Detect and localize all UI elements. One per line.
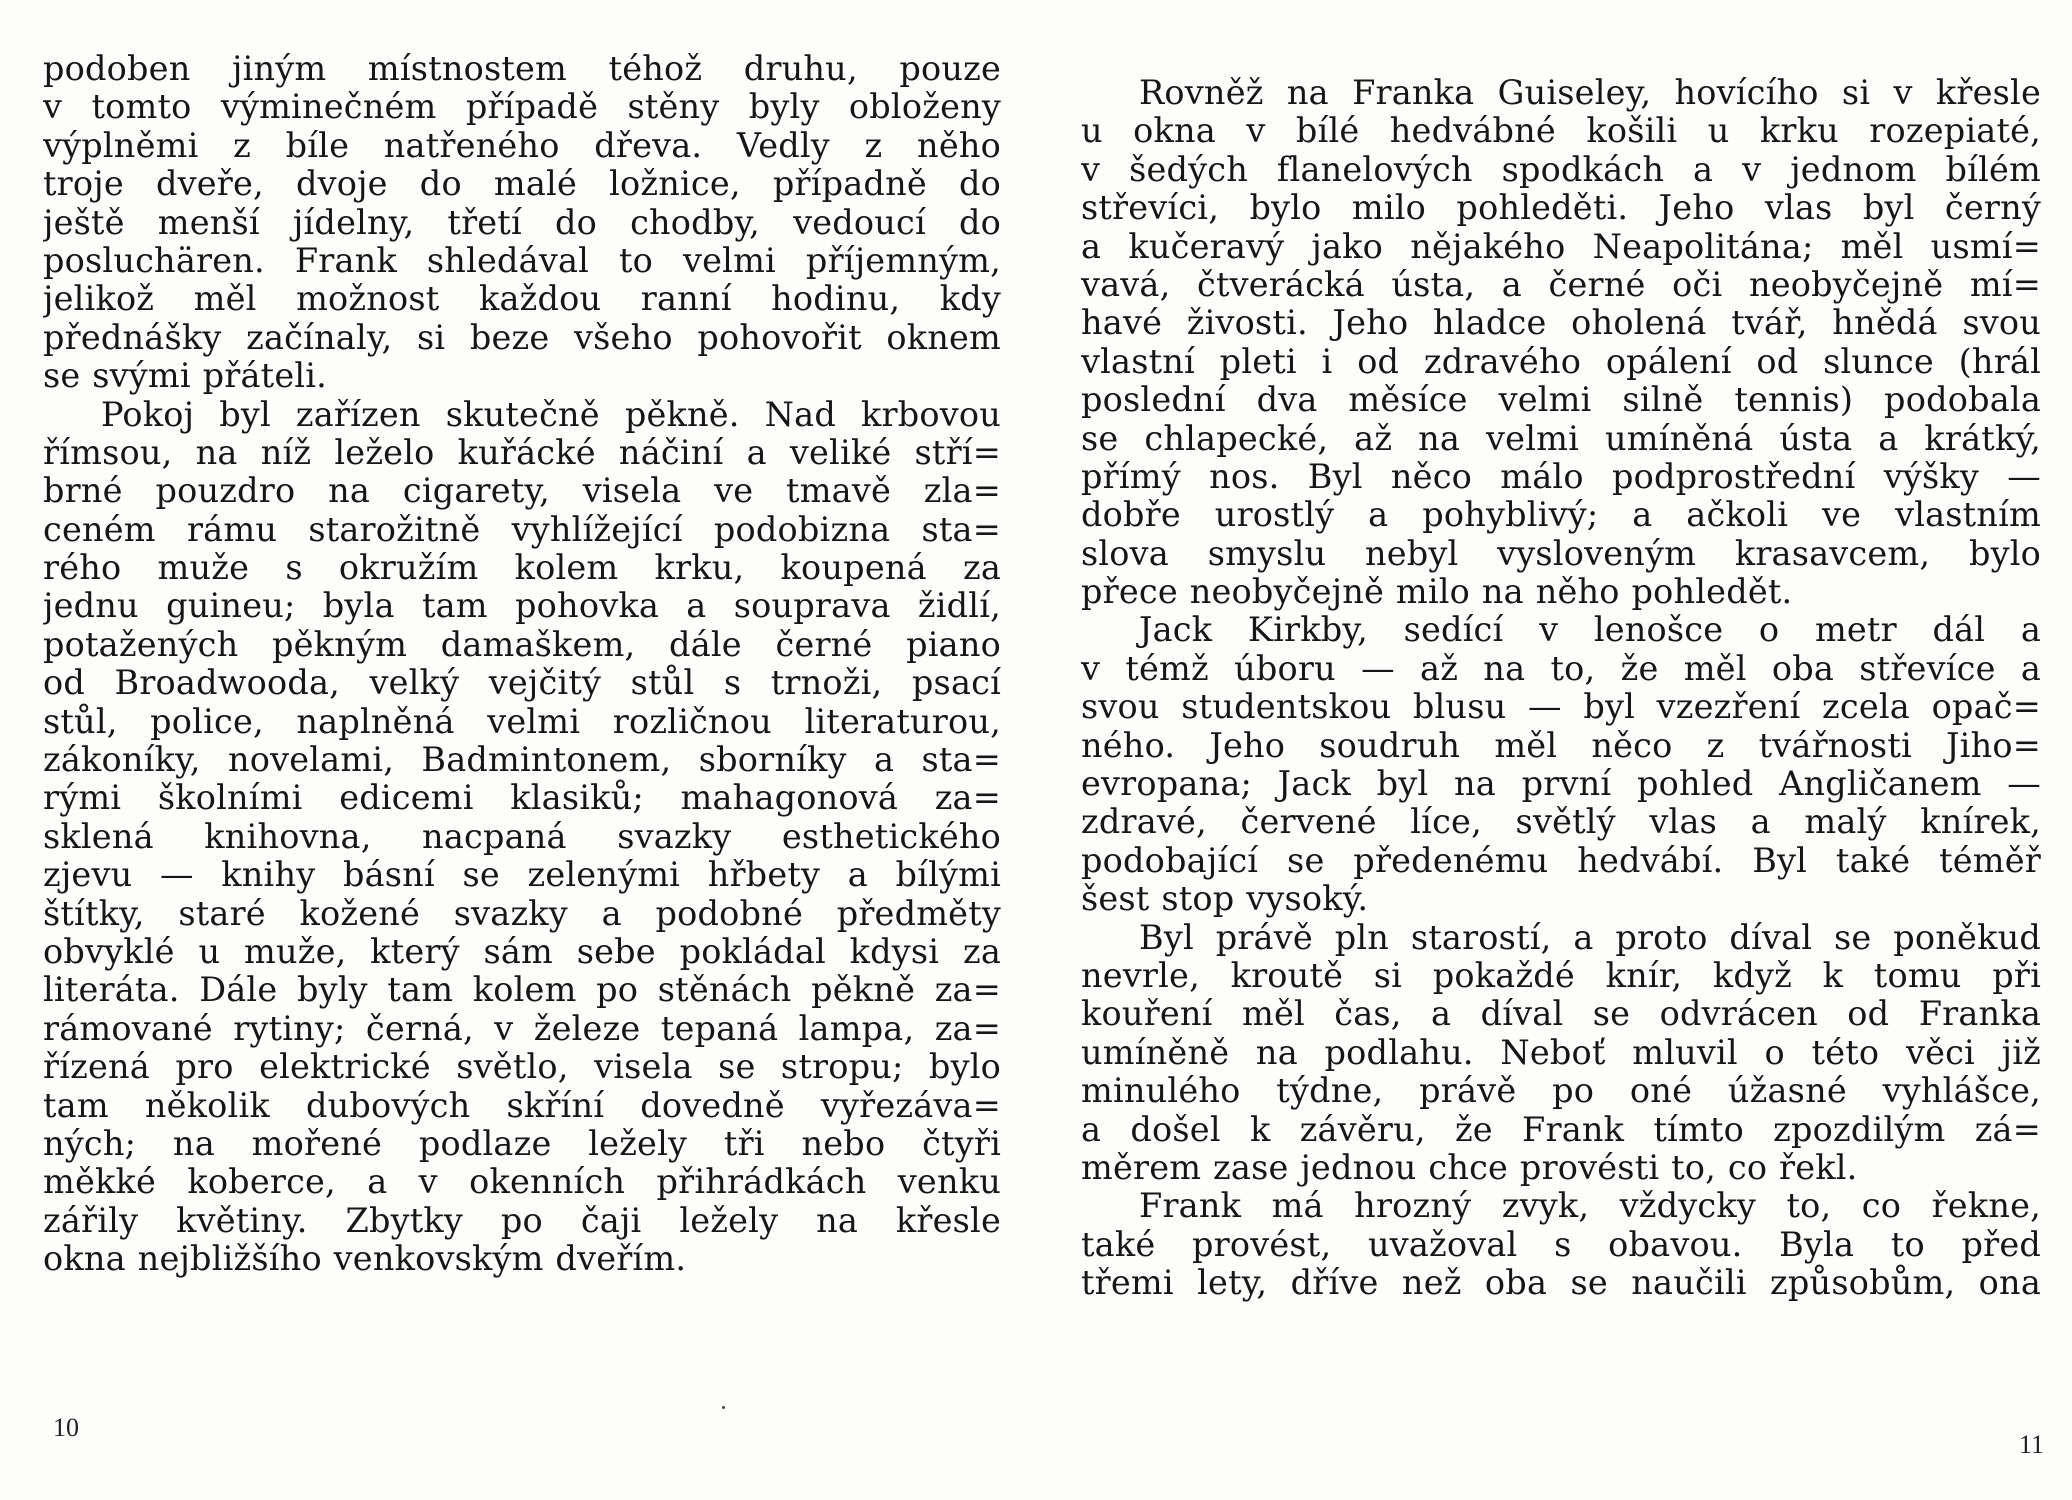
text-line: podoben jiným místnostem téhož druhu, pouze <box>43 50 1001 88</box>
text-line: měrem zase jednou chce provésti to, co řekl. <box>1081 1148 1858 1187</box>
text-line: zářily květiny. Zbytky po čaji ležely na křesle <box>43 1201 1001 1240</box>
text-line: přece neobyčejně milo na něho pohledět. <box>1081 573 1793 612</box>
text-line: zákoníky, novelami, Badmintonem, sborníky a sta= <box>43 741 1001 780</box>
text-line: havé živosti. Jeho hladce oholená tvář, hnědá svou <box>1081 304 2041 343</box>
text-line: v tomto výminečném případě stěny byly obloženy <box>43 88 1001 127</box>
text-line: třemi lety, dříve než oba se naučili způsobům, ona <box>1081 1264 2041 1303</box>
text-line: zjevu — knihy básní se zelenými hřbety a bílými <box>43 856 1001 895</box>
text-line: štítky, staré kožené svazky a podobné předměty <box>43 894 1001 933</box>
text-line: ještě menší jídelny, třetí do chodby, vedoucí do <box>43 203 1001 242</box>
text-line: od Broadwooda, velký vejčitý stůl s trnoži, psací <box>43 664 1001 703</box>
text-line: a kučeravý jako nějakého Neapolitána; měl usmí= <box>1081 227 2041 266</box>
text-line: slova smyslu nebyl vysloveným krasavcem, bylo <box>1081 534 2041 573</box>
text-line: v témž úboru — až na to, že měl oba střevíce a <box>1081 649 2041 688</box>
left-page-number: 10 <box>53 1413 79 1442</box>
text-line: Frank má hrozný zvyk, vždycky to, co řekne, <box>1139 1187 2041 1226</box>
text-line: nevrle, kroutě si pokaždé knír, když k tomu při <box>1081 956 2041 995</box>
text-line: ceném rámu starožitně vyhlížející podobizna sta= <box>43 510 1001 549</box>
text-line: ných; na mořené podlaze ležely tři nebo čtyři <box>43 1124 1001 1163</box>
text-line: rými školními edicemi klasiků; mahagonová za= <box>43 779 1001 818</box>
text-line: v šedých flanelových spodkách a v jednom bílém <box>1081 150 2041 189</box>
text-line: šest stop vysoký. <box>1081 880 1369 919</box>
text-line: potažených pěkným damaškem, dále černé piano <box>43 625 1001 664</box>
text-line: a došel k závěru, že Frank tímto zpozdilým zá= <box>1081 1110 2041 1149</box>
text-line: střevíci, bylo milo pohleděti. Jeho vlas byl černý <box>1081 189 2041 228</box>
left-page-text <box>43 50 1001 1279</box>
text-line: řízená pro elektrické světlo, visela se stropu; bylo <box>43 1048 1001 1087</box>
text-line: jednu guineu; byla tam pohovka a souprava židlí, <box>43 587 1001 626</box>
text-line: Rovněž na Franka Guiseley, hovícího si v křesle <box>1139 74 2041 112</box>
print-speck <box>722 1406 725 1409</box>
right-page-text <box>1081 74 2041 1303</box>
text-line: zdravé, červené líce, světlý vlas a malý knírek, <box>1081 803 2041 842</box>
text-line: umíněně na podlahu. Neboť mluvil o této věci již <box>1081 1033 2041 1072</box>
text-line: literáta. Dále byly tam kolem po stěnách pěkně za= <box>43 971 1001 1010</box>
right-page-number: 11 <box>2019 1430 2045 1459</box>
text-line: vlastní pleti i od zdravého opálení od slunce (hrál <box>1081 342 2041 381</box>
text-line: přímý nos. Byl něco málo podprostřední výšky — <box>1081 457 2041 496</box>
text-line: přednášky začínaly, si beze všeho pohovořit oknem <box>43 318 1001 357</box>
text-line: jelikož měl možnost každou ranní hodinu, kdy <box>43 280 1001 319</box>
text-line: evropana; Jack byl na první pohled Angličanem — <box>1081 765 2041 804</box>
text-line: Pokoj byl zařízen skutečně pěkně. Nad krbovou <box>101 395 1001 434</box>
text-line: sklená knihovna, nacpaná svazky esthetického <box>43 817 1001 856</box>
text-line: výplněmi z bíle natřeného dřeva. Vedly z něho <box>43 126 1001 165</box>
text-line: tam několik dubových skříní dovedně vyřezáva= <box>43 1086 1001 1125</box>
text-line: minulého týdne, právě po oné úžasné vyhlášce, <box>1081 1072 2041 1111</box>
text-line: také provést, uvažoval s obavou. Byla to před <box>1081 1225 2041 1264</box>
text-line: římsou, na níž leželo kuřácké náčiní a veliké stří= <box>43 433 1001 472</box>
text-line: kouření měl čas, a díval se odvrácen od Franka <box>1081 995 2041 1034</box>
text-line: se chlapecké, až na velmi umíněná ústa a krátký, <box>1081 419 2041 458</box>
text-line: rámované rytiny; černá, v železe tepaná lampa, za= <box>43 1009 1001 1048</box>
text-line: vavá, čtverácká ústa, a černé oči neobyčejně mí= <box>1081 265 2041 304</box>
text-line: troje dveře, dvoje do malé ložnice, případně do <box>43 165 1001 204</box>
text-line: obvyklé u muže, který sám sebe pokládal kdysi za <box>43 932 1001 971</box>
text-line: u okna v bílé hedvábné košili u krku rozepiaté, <box>1081 112 2041 151</box>
text-line: Jack Kirkby, sedící v lenošce o metr dál a <box>1139 611 2041 650</box>
text-line: svou studentskou blusu — byl vzezření zcela opač= <box>1081 688 2041 727</box>
text-line: rého muže s okružím kolem krku, koupená za <box>43 549 1001 588</box>
text-line: posluchären. Frank shledával to velmi příjemným, <box>43 241 1001 280</box>
text-line: stůl, police, naplněná velmi rozličnou literaturou, <box>43 702 1001 741</box>
text-line: okna nejbližšího venkovským dveřím. <box>43 1240 687 1279</box>
text-line: Byl právě pln starostí, a proto díval se poněkud <box>1139 918 2041 957</box>
text-line: se svými přáteli. <box>43 357 328 396</box>
text-line: měkké koberce, a v okenních přihrádkách venku <box>43 1163 1001 1202</box>
text-line: brné pouzdro na cigarety, visela ve tmavě zla= <box>43 472 1001 511</box>
text-line: poslední dva měsíce velmi silně tennis) podobala <box>1081 381 2041 420</box>
text-line: podobající se předenému hedvábí. Byl také téměř <box>1081 841 2041 880</box>
text-line: dobře urostlý a pohyblivý; a ačkoli ve vlastním <box>1081 496 2041 535</box>
right-page <box>1036 0 2072 1500</box>
text-line: ného. Jeho soudruh měl něco z tvářnosti Jiho= <box>1081 726 2041 765</box>
